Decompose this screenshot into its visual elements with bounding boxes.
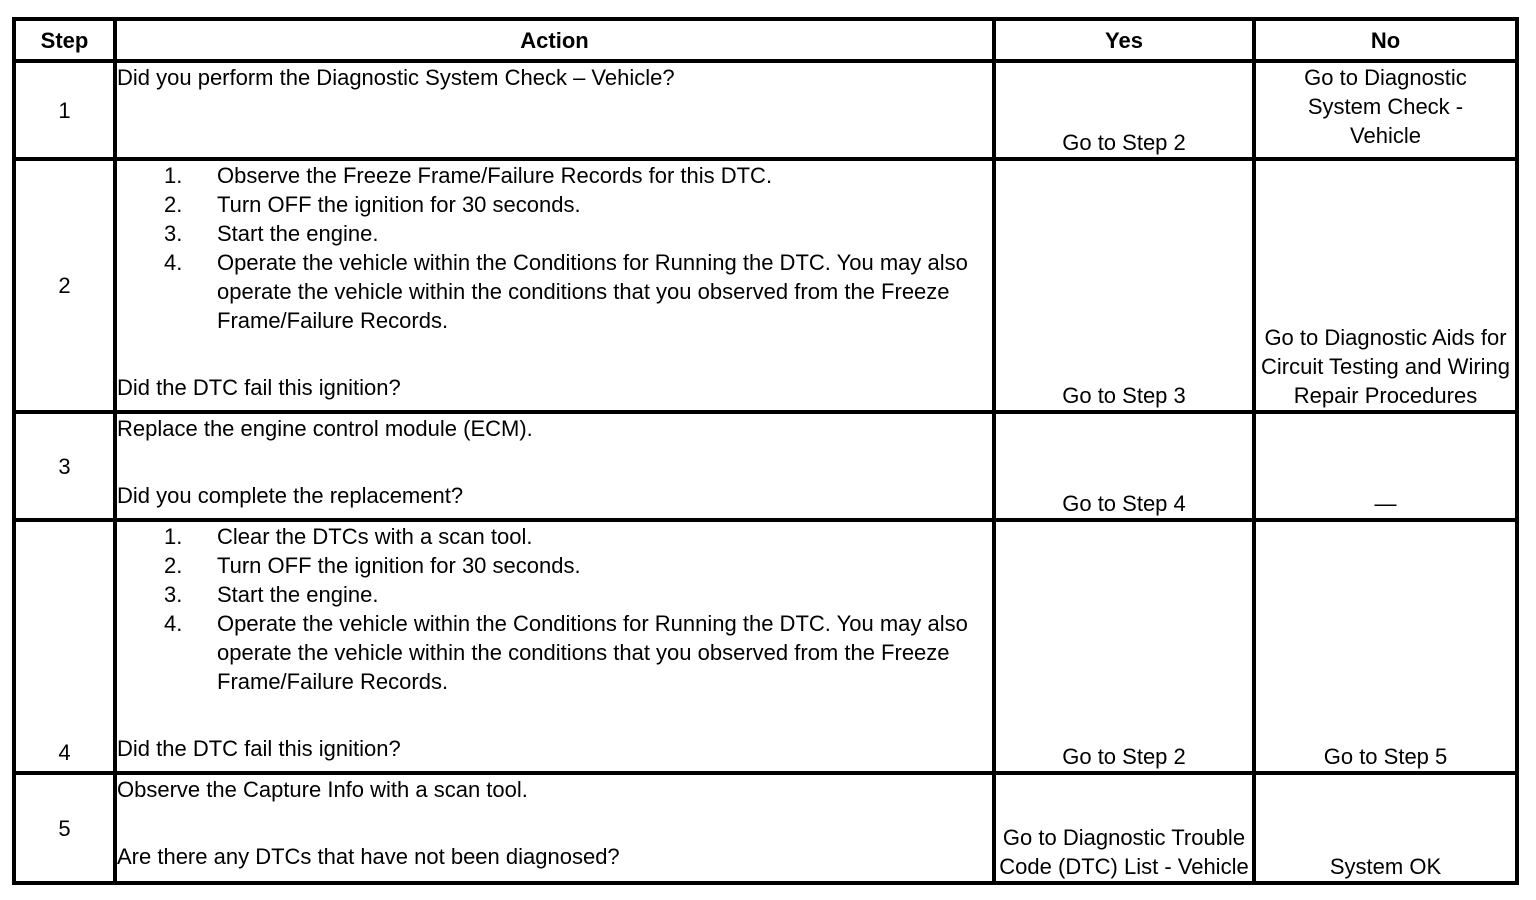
action-question: Did the DTC fail this ignition? (117, 375, 401, 400)
list-item: 4. Operate the vehicle within the Conditions for Running the DTC. You may also operate the vehicle within the conditions that you observed from the Freeze Frame/Failure Records. (164, 250, 968, 333)
header-action: Action (115, 19, 994, 61)
yes-cell: Go to Step 2 (994, 61, 1254, 159)
action-cell (115, 520, 994, 773)
yes-cell: Go to Step 3 (994, 159, 1254, 412)
no-cell: Go to Diagnostic Aids for Circuit Testing and Wiring Repair Procedures (1254, 159, 1517, 412)
list-item: 2. Turn OFF the ignition for 30 seconds. (164, 192, 581, 217)
action-question: Are there any DTCs that have not been diagnosed? (117, 844, 620, 869)
step-number: 4 (14, 520, 115, 773)
header-yes: Yes (994, 19, 1254, 61)
step-number: 5 (14, 773, 115, 883)
header-step: Step (14, 19, 115, 61)
action-cell (115, 159, 994, 412)
table-row (14, 61, 1517, 159)
action-cell (115, 61, 994, 159)
list-item: 1. Clear the DTCs with a scan tool. (164, 524, 533, 549)
table-row (14, 520, 1517, 773)
table-row (14, 412, 1517, 520)
yes-cell: Go to Step 4 (994, 412, 1254, 520)
list-item: 4. Operate the vehicle within the Conditions for Running the DTC. You may also operate the vehicle within the conditions that you observed from the Freeze Frame/Failure Records. (164, 611, 968, 694)
no-cell: Go to Diagnostic System Check - Vehicle (1254, 61, 1517, 159)
no-cell: System OK (1254, 773, 1517, 883)
no-cell: — (1254, 412, 1517, 520)
list-item: 1. Observe the Freeze Frame/Failure Records for this DTC. (164, 163, 773, 188)
action-text: Replace the engine control module (ECM). (117, 416, 533, 441)
yes-cell: Go to Diagnostic Trouble Code (DTC) List - Vehicle (994, 773, 1254, 883)
step-number: 3 (14, 412, 115, 520)
table-row (14, 159, 1517, 412)
step-number: 2 (14, 159, 115, 412)
action-list (117, 522, 992, 696)
action-text: Observe the Capture Info with a scan tool. (117, 777, 528, 802)
header-row (14, 19, 1517, 61)
action-question: Did the DTC fail this ignition? (117, 736, 401, 761)
action-question: Did you complete the replacement? (117, 483, 464, 508)
header-no: No (1254, 19, 1517, 61)
list-item: 2. Turn OFF the ignition for 30 seconds. (164, 553, 581, 578)
list-item: 3. Start the engine. (164, 582, 379, 607)
yes-cell: Go to Step 2 (994, 520, 1254, 773)
action-cell (115, 412, 994, 520)
list-item: 3. Start the engine. (164, 221, 379, 246)
action-cell (115, 773, 994, 883)
action-list (117, 161, 992, 335)
action-text: Did you perform the Diagnostic System Check – Vehicle? (117, 65, 675, 90)
table-row (14, 773, 1517, 883)
no-cell: Go to Step 5 (1254, 520, 1517, 773)
step-number: 1 (14, 61, 115, 159)
diagnostic-table (12, 17, 1519, 885)
